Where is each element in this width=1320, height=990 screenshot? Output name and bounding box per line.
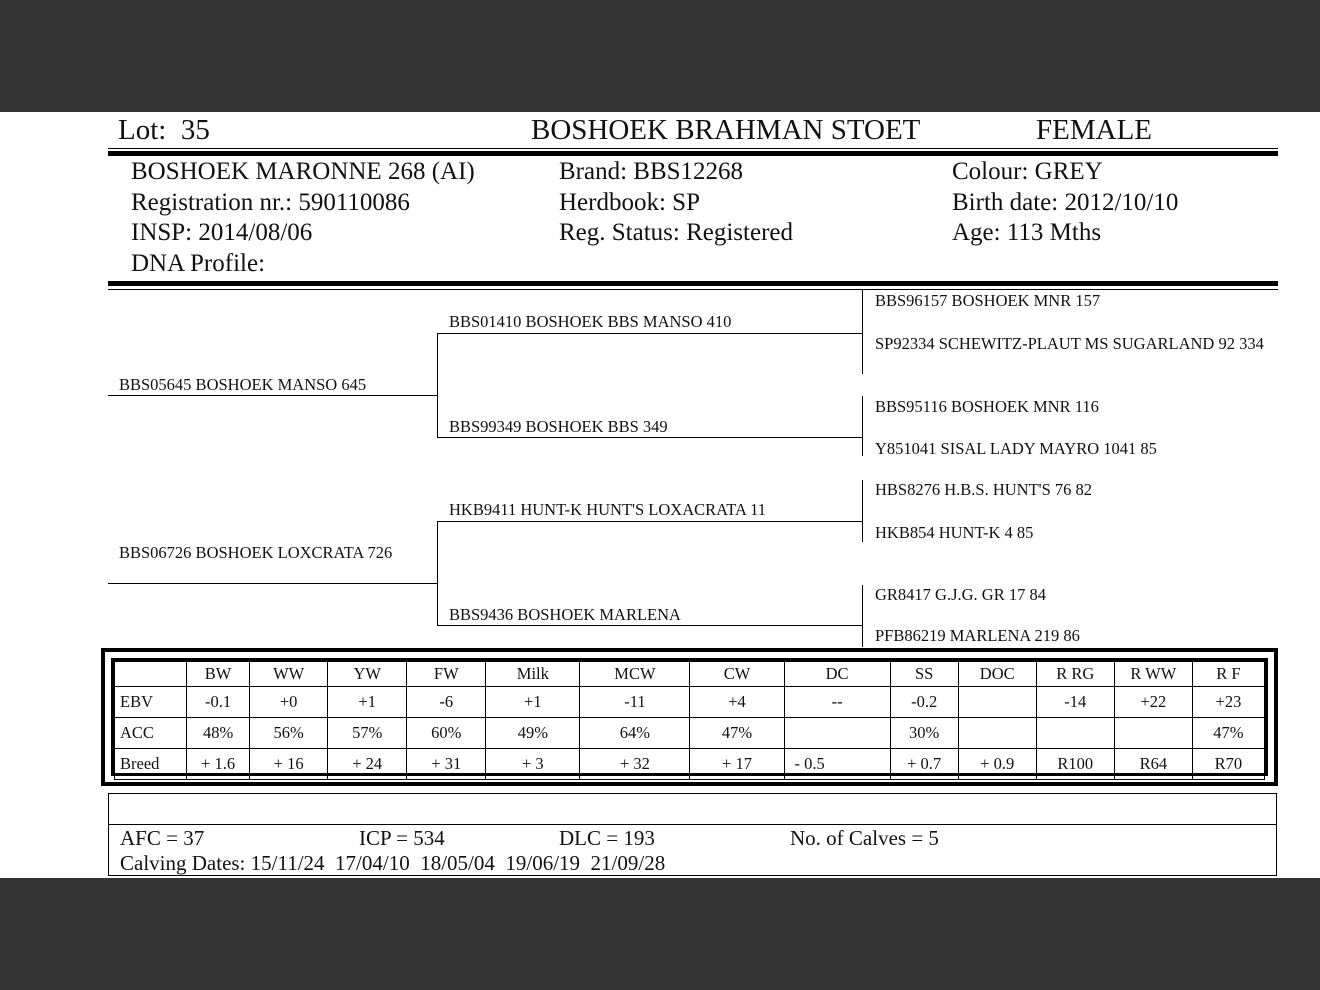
animal-info-col2 bbox=[559, 157, 793, 249]
calving-dates: Calving Dates: 15/11/24 17/04/10 18/05/04 19/06/19 21/09/28 bbox=[120, 851, 666, 875]
pedigree-sd-sire: BBS95116 BOSHOEK MNR 116 bbox=[875, 397, 1099, 416]
breed-cell: + 0.9 bbox=[958, 749, 1036, 780]
acc-cell: 64% bbox=[580, 718, 690, 749]
pedigree-ds-sire: HBS8276 H.B.S. HUNT'S 76 82 bbox=[875, 480, 1093, 499]
breed-cell: R70 bbox=[1192, 749, 1264, 780]
pedigree-card bbox=[0, 112, 1320, 878]
acc-cell: ACC bbox=[115, 718, 187, 749]
acc-cell bbox=[1114, 718, 1192, 749]
sd-connector bbox=[862, 396, 863, 456]
breed-cell: R64 bbox=[1114, 749, 1192, 780]
dam-sire-line bbox=[437, 521, 862, 522]
ebv-header-cell: FW bbox=[407, 662, 486, 687]
ebv-header-cell bbox=[115, 662, 187, 687]
ebv-cell: -0.1 bbox=[187, 687, 250, 718]
dna-profile: DNA Profile: bbox=[131, 249, 266, 277]
breed-cell: + 24 bbox=[328, 749, 407, 780]
ebv-header-cell: WW bbox=[250, 662, 328, 687]
acc-cell: 57% bbox=[328, 718, 407, 749]
breed-row bbox=[115, 749, 1265, 780]
pedigree-ss-sire: BBS96157 BOSHOEK MNR 157 bbox=[875, 291, 1101, 310]
ebv-header-cell: DOC bbox=[958, 662, 1036, 687]
animal-info-col3 bbox=[952, 157, 1178, 249]
ebv-cell: +22 bbox=[1114, 687, 1192, 718]
brand: Brand: BBS12268 bbox=[559, 158, 744, 185]
pedigree-sire-dam: BBS99349 BOSHOEK BBS 349 bbox=[449, 417, 668, 436]
ebv-header-cell: R WW bbox=[1114, 662, 1192, 687]
acc-cell: 60% bbox=[407, 718, 486, 749]
dlc-value: DLC = 193 bbox=[559, 826, 655, 850]
age: Age: 113 Mths bbox=[952, 219, 1102, 246]
dam-line bbox=[108, 583, 437, 584]
colour: Colour: GREY bbox=[952, 158, 1103, 185]
ebv-cell: +0 bbox=[250, 687, 328, 718]
acc-cell: 56% bbox=[250, 718, 328, 749]
breed-cell: + 16 bbox=[250, 749, 328, 780]
ebv-header-cell: DC bbox=[784, 662, 890, 687]
ebv-row bbox=[115, 687, 1265, 718]
pedigree-ss-dam: SP92334 SCHEWITZ-PLAUT MS SUGARLAND 92 334 bbox=[875, 334, 1264, 353]
acc-cell bbox=[1036, 718, 1114, 749]
ebv-header-cell: R RG bbox=[1036, 662, 1114, 687]
ebv-cell: EBV bbox=[115, 687, 187, 718]
acc-cell: 48% bbox=[187, 718, 250, 749]
acc-cell: 47% bbox=[690, 718, 784, 749]
pedigree-dam-sire: HKB9411 HUNT-K HUNT'S LOXACRATA 11 bbox=[449, 500, 766, 519]
insp-date: INSP: 2014/08/06 bbox=[131, 219, 313, 246]
ebv-header-cell: BW bbox=[187, 662, 250, 687]
herdbook: Herdbook: SP bbox=[559, 188, 700, 216]
ebv-header-cell: CW bbox=[690, 662, 784, 687]
breed-cell: Breed bbox=[115, 749, 187, 780]
sex-label: FEMALE bbox=[1036, 114, 1152, 146]
ebv-cell bbox=[958, 687, 1036, 718]
pedigree-ds-dam: HKB854 HUNT-K 4 85 bbox=[875, 523, 1034, 542]
pedigree-dd-sire: GR8417 G.J.G. GR 17 84 bbox=[875, 585, 1046, 604]
calving-separator bbox=[109, 824, 1276, 825]
animal-name: BOSHOEK MARONNE 268 (AI) bbox=[131, 158, 475, 185]
animal-info-col1 bbox=[131, 157, 475, 279]
breed-cell: - 0.5 bbox=[784, 749, 890, 780]
breed-cell: + 17 bbox=[690, 749, 784, 780]
ebv-header-cell: YW bbox=[328, 662, 407, 687]
icp-value: ICP = 534 bbox=[359, 826, 445, 850]
dd-connector bbox=[862, 585, 863, 647]
sire-dam-line bbox=[437, 437, 862, 438]
ebv-table bbox=[114, 661, 1265, 780]
ebv-cell: -11 bbox=[580, 687, 690, 718]
pedigree-dam-dam: BBS9436 BOSHOEK MARLENA bbox=[449, 605, 681, 624]
ebv-cell: +4 bbox=[690, 687, 784, 718]
sire-line bbox=[108, 395, 437, 396]
sire-sire-line bbox=[437, 333, 862, 334]
ebv-table-frame bbox=[101, 648, 1278, 786]
lot-label: Lot: 35 bbox=[118, 114, 210, 146]
ebv-header-cell: MCW bbox=[580, 662, 690, 687]
dam-connector bbox=[437, 521, 438, 625]
ss-connector bbox=[862, 290, 863, 374]
dam-dam-line bbox=[437, 625, 862, 626]
ebv-cell: -- bbox=[784, 687, 890, 718]
pedigree-dd-dam: PFB86219 MARLENA 219 86 bbox=[875, 626, 1080, 645]
breed-cell: + 32 bbox=[580, 749, 690, 780]
breed-cell: + 0.7 bbox=[890, 749, 958, 780]
ebv-cell: -6 bbox=[407, 687, 486, 718]
breed-cell: + 1.6 bbox=[187, 749, 250, 780]
ds-connector bbox=[862, 480, 863, 542]
pedigree-dam: BBS06726 BOSHOEK LOXCRATA 726 bbox=[119, 543, 393, 562]
acc-cell: 49% bbox=[486, 718, 580, 749]
acc-cell bbox=[784, 718, 890, 749]
breed-cell: + 31 bbox=[407, 749, 486, 780]
acc-cell bbox=[958, 718, 1036, 749]
header-thin-rule bbox=[108, 148, 1278, 149]
birth-date: Birth date: 2012/10/10 bbox=[952, 188, 1179, 216]
breed-cell: + 3 bbox=[486, 749, 580, 780]
ebv-header-row bbox=[115, 662, 1265, 687]
ebv-cell: -14 bbox=[1036, 687, 1114, 718]
ebv-table-inner-frame bbox=[111, 658, 1268, 776]
pedigree-sire-sire: BBS01410 BOSHOEK BBS MANSO 410 bbox=[449, 312, 732, 331]
pedigree-sire: BBS05645 BOSHOEK MANSO 645 bbox=[119, 375, 367, 394]
header-thick-rule bbox=[108, 151, 1278, 156]
info-thin-rule bbox=[108, 289, 1278, 290]
info-thick-rule bbox=[108, 281, 1278, 286]
ebv-cell: -0.2 bbox=[890, 687, 958, 718]
acc-cell: 30% bbox=[890, 718, 958, 749]
acc-cell: 47% bbox=[1192, 718, 1264, 749]
calves-count: No. of Calves = 5 bbox=[790, 826, 939, 850]
afc-value: AFC = 37 bbox=[120, 826, 205, 850]
reg-status: Reg. Status: Registered bbox=[559, 219, 793, 246]
ebv-header-cell: SS bbox=[890, 662, 958, 687]
ebv-header-cell: R F bbox=[1192, 662, 1264, 687]
ebv-cell: +23 bbox=[1192, 687, 1264, 718]
calving-box bbox=[108, 793, 1277, 876]
sire-connector bbox=[437, 333, 438, 437]
breed-cell: R100 bbox=[1036, 749, 1114, 780]
registration-number: Registration nr.: 590110086 bbox=[131, 188, 410, 216]
lot-number: 35 bbox=[180, 114, 210, 146]
ebv-cell: +1 bbox=[486, 687, 580, 718]
pedigree-sd-dam: Y851041 SISAL LADY MAYRO 1041 85 bbox=[875, 439, 1157, 458]
ebv-header-cell: Milk bbox=[486, 662, 580, 687]
breeder-name: BOSHOEK BRAHMAN STOET bbox=[531, 114, 921, 146]
ebv-cell: +1 bbox=[328, 687, 407, 718]
acc-row bbox=[115, 718, 1265, 749]
